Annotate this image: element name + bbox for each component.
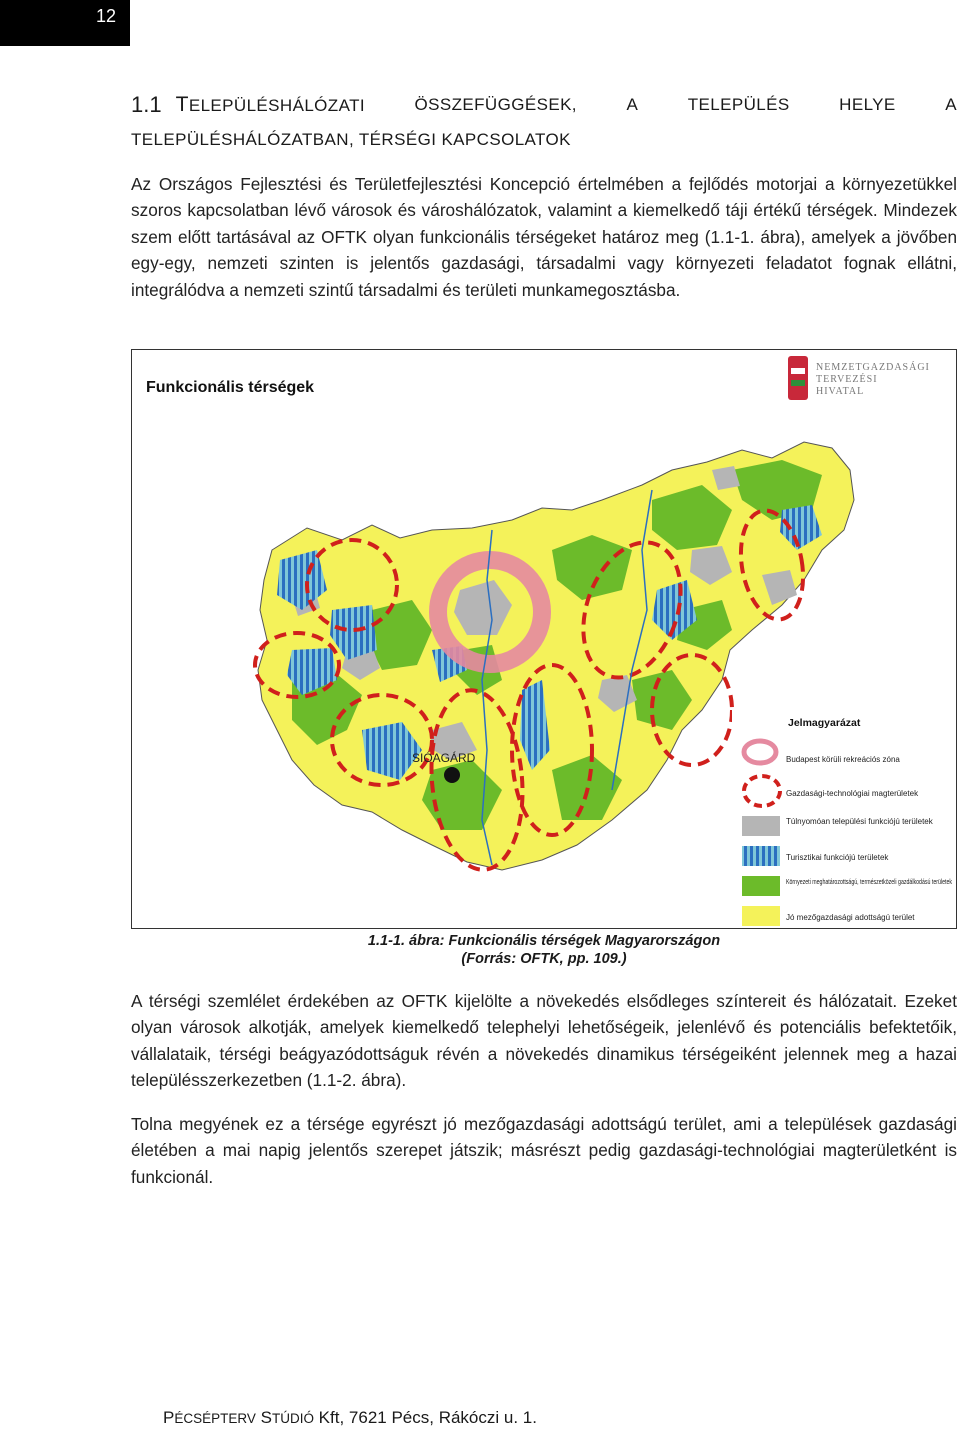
heading-initial: T <box>175 93 189 116</box>
sioagard-marker <box>444 767 460 783</box>
heading-word-5: HELYE <box>839 95 896 114</box>
footer-s: S <box>260 1408 272 1427</box>
map-title: Funkcionális térségek <box>146 379 315 396</box>
legend-label-6: Jó mezőgazdasági adottságú terület <box>786 913 915 922</box>
paragraph-1: Az Országos Fejlesztési és Területfejlesztési Koncepció értelmében a fejlődés motorjai a környezetükkel szoros kapcsolatban lévő városok és városhálózatok, valamint a kiemelkedő táji értékű térségek. Mindezek szem előtt tartásával az OFTK olyan funkcionális térségeket határoz meg (1.1-1. ábra), amelyek a jövőben egy-egy, nemzeti szinten is jelentős gazdasági, társadalmi vagy környezeti feladatot fognak ellátni, integrálódva a nemzeti szintű társadalmi és területi munkamegosztásba. <box>131 174 957 300</box>
heading-word-2: ÖSSZEFÜGGÉSEK, <box>414 95 577 114</box>
legend-label-5: Környezeti meghatározottságú, természetközeli gazdálkodású területek <box>786 877 953 886</box>
tolna-paragraph <box>131 1111 957 1190</box>
legend-yellow-swatch <box>742 906 780 926</box>
logo-line-2: TERVEZÉSI <box>816 374 878 385</box>
footer-p-rest: ÉCSÉPTERV <box>174 1411 256 1426</box>
caption-line-2: (Forrás: OFTK, pp. 109.) <box>461 951 627 967</box>
legend-stripes-swatch <box>742 846 780 866</box>
heading-line-2: TELEPÜLÉSHÁLÓZATBAN, TÉRSÉGI KAPCSOLATOK <box>131 130 571 149</box>
section-heading <box>131 88 957 157</box>
caption-line-1: 1.1-1. ábra: Funkcionális térségek Magyarországon <box>367 933 721 949</box>
figure-caption <box>131 932 957 968</box>
footer-s-rest: TÚDIÓ <box>271 1411 314 1426</box>
paragraph-2: A térségi szemlélet érdekében az OFTK kijelölte a növekedés elsődleges színtereit és hálózatait. Ezeket olyan városok alkotják, amelyek kiemelkedő telephelyi lehetőségeik, jelenlévő és potenciális befektetőik, vállalataik, térségi beágyazódottságuk révén a növekedés dinamikus térségeiként jelennek meg a hazai településszerkezetben (1.1-2. ábra). <box>131 991 957 1091</box>
map-legend <box>732 710 956 928</box>
legend-label-2: Gazdasági-technológiai magterületek <box>786 789 919 798</box>
page-footer <box>163 1408 537 1428</box>
legend-green-swatch <box>742 876 780 896</box>
heading-word-4: TELEPÜLÉS <box>687 95 790 114</box>
legend-label-4: Turisztikai funkciójú területek <box>786 853 889 862</box>
coat-of-arms-icon <box>788 356 808 400</box>
paragraph-3: Tolna megyének ez a térsége egyrészt jó mezőgazdasági adottságú terület, ami a települések gazdasági életében a mai napig jelentős szerepet játszik; másrészt pedig gazdasági-technológiai magterületként is funkcionál. <box>131 1114 957 1187</box>
functional-regions-map <box>132 350 956 928</box>
logo-line-3: HIVATAL <box>816 386 865 397</box>
map-figure <box>131 349 957 929</box>
legend-label-1: Budapest körüli rekreációs zóna <box>786 755 900 764</box>
section-number: 1.1 <box>131 92 162 117</box>
legend-label-3: Túlnyomóan települési funkciójú területek <box>786 817 933 826</box>
page-number: 12 <box>0 0 130 46</box>
heading-word-6: A <box>945 95 957 114</box>
sioagard-label: SIÓAGÁRD <box>412 751 476 765</box>
footer-p: P <box>163 1408 175 1427</box>
heading-word-3: A <box>626 95 639 114</box>
intro-paragraph <box>131 171 957 303</box>
logo-line-1: NEMZETGAZDASÁGI <box>816 362 930 373</box>
legend-title: Jelmagyarázat <box>788 717 861 729</box>
footer-address: Kft, 7621 Pécs, Rákóczi u. 1. <box>313 1408 537 1427</box>
legend-gray-swatch <box>742 816 780 836</box>
growth-paragraph <box>131 988 957 1094</box>
heading-word-1: ELEPÜLÉSHÁLÓZATI <box>188 96 365 115</box>
